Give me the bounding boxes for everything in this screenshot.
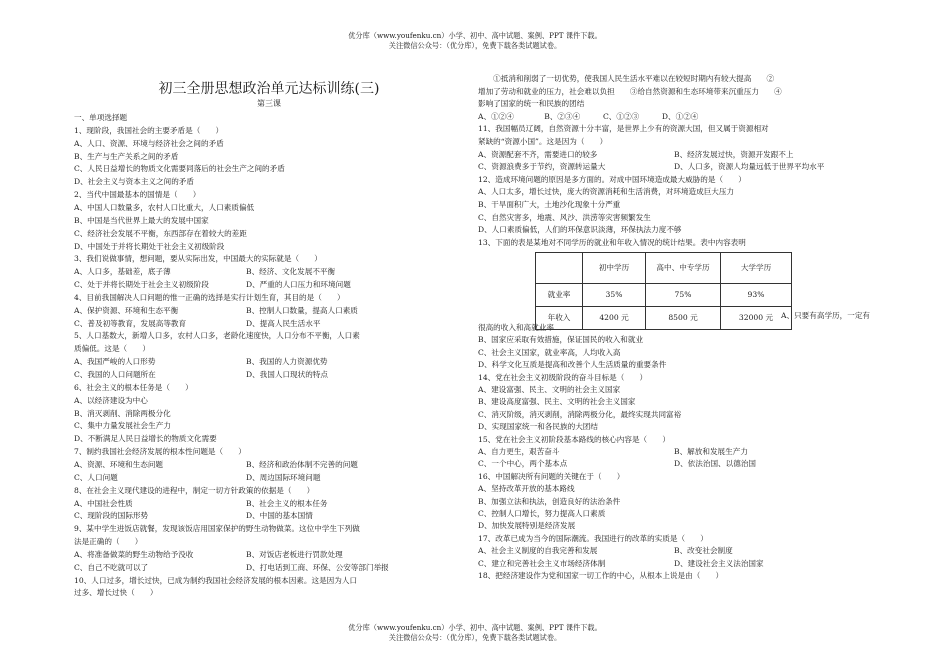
text-line bbox=[478, 225, 682, 235]
text-line bbox=[74, 229, 247, 239]
text-segment: 12、造成环境问题的原因是多方面的。对成中国环境造成最大威胁的是（ ） bbox=[478, 174, 746, 184]
text-segment-option: D、中国的基本国情 bbox=[246, 511, 313, 521]
footer-line-2: 关注微信公众号：（优分库），免费下载各类试题试卷。 bbox=[388, 633, 562, 642]
table-header-cell: 大学学历 bbox=[721, 253, 792, 284]
text-segment-option: D、建设社会主义法治国家 bbox=[674, 558, 764, 568]
text-line bbox=[74, 472, 321, 483]
text-segment: 16、中国解决所有问题的关键在于（ ） bbox=[478, 471, 625, 481]
text-segment: A、将准备做菜的野生动物给予没收 bbox=[74, 549, 194, 559]
text-segment: 17、改革已成为当今的国际潮流。我国进行的改革的实质是（ ） bbox=[478, 533, 708, 543]
text-segment: 增加了劳动和就业的压力，社会难以负担 ③给自然资源和生态环境带来沉重压力 ④ bbox=[478, 86, 782, 96]
text-segment: 紧缺的“资源小国”。这是因为（ ） bbox=[478, 137, 608, 146]
text-segment: A、保护资源、环境和生态平衡 bbox=[74, 305, 179, 315]
text-segment: A、我国严峻的人口形势 bbox=[74, 357, 156, 367]
text-segment: C、自己不吃就可以了 bbox=[74, 562, 149, 572]
text-line bbox=[478, 509, 605, 519]
text-line bbox=[478, 558, 764, 569]
text-line bbox=[478, 137, 607, 147]
text-line bbox=[74, 421, 171, 431]
table-header-cell: 初中学历 bbox=[583, 253, 646, 284]
text-segment: 2、当代中国最基本的国情是（ ） bbox=[74, 190, 201, 200]
text-line bbox=[74, 254, 322, 264]
text-segment: D、中国处于并将长期处于社会主义初级阶段 bbox=[74, 241, 225, 251]
text-segment-option: D、依法治国、以德治国 bbox=[674, 459, 757, 469]
text-line bbox=[74, 164, 285, 174]
text-segment: A、资源配套不齐，需要进口的较多 bbox=[478, 149, 598, 159]
text-line bbox=[74, 370, 329, 380]
text-segment: A、建设富强、民主、文明的社会主义国家 bbox=[478, 385, 621, 394]
text-line bbox=[74, 216, 209, 226]
text-segment-option: B、对饭店老板进行罚款处理 bbox=[246, 549, 343, 559]
text-line bbox=[478, 238, 746, 248]
text-segment: A、人口、资源、环境与经济社会之间的矛盾 bbox=[74, 138, 224, 148]
text-line bbox=[74, 409, 171, 419]
text-segment: B、建设高度富强、民主、文明的社会主义国家 bbox=[478, 397, 636, 407]
text-segment: 过多、增长过快（ ） bbox=[74, 588, 158, 598]
text-line bbox=[478, 497, 620, 507]
text-segment: C、经济社会发展不平衡，东西部存在着较大的差距 bbox=[74, 228, 247, 238]
text-segment: 6、社会主义的根本任务是（ ） bbox=[74, 382, 193, 392]
text-line bbox=[478, 162, 825, 172]
text-line bbox=[74, 383, 193, 393]
text-segment: 一、单项选择题 bbox=[74, 113, 128, 122]
text-line bbox=[74, 152, 178, 162]
text-line bbox=[478, 484, 575, 494]
text-line bbox=[478, 546, 733, 556]
text-line bbox=[74, 357, 328, 367]
text-segment-option: B、经济、文化发展不平衡 bbox=[246, 267, 336, 277]
text-line bbox=[74, 344, 150, 354]
text-segment: A、人口多，基础差，底子薄 bbox=[74, 267, 171, 277]
text-segment: 9、某中学生进饭店就餐，发现该饭店用国家保护的野生动物做菜。这位中学生下列做 bbox=[74, 524, 360, 534]
text-line bbox=[478, 99, 584, 109]
text-line bbox=[74, 305, 358, 316]
text-line bbox=[478, 571, 723, 581]
footer-line-1: 优分库（www.youfenku.cn）小学、初中、高中试题、案例、PPT 课件下载。 bbox=[348, 623, 602, 632]
table-cell: 年收入 bbox=[536, 307, 583, 330]
text-line bbox=[74, 396, 148, 406]
text-line bbox=[478, 373, 647, 383]
header-line-2: 关注微信公众号：（优分库），免费下载各类试题试卷。 bbox=[388, 41, 562, 50]
text-line bbox=[478, 397, 635, 407]
text-line bbox=[74, 139, 224, 149]
text-line bbox=[74, 242, 224, 252]
text-segment: 13、下面的表是某地对不同学历的就业和年收入情况的统计结果。表中内容表明 bbox=[478, 237, 746, 247]
text-line bbox=[74, 524, 360, 534]
text-line bbox=[478, 435, 670, 445]
text-line bbox=[74, 486, 314, 496]
text-line bbox=[74, 177, 194, 187]
text-segment-option: B、经济发展过快，资源开发跟不上 bbox=[674, 149, 794, 159]
text-line bbox=[74, 190, 200, 200]
text-segment: 10、人口过多，增长过快，已成为制约我国社会经济发展的根本因素。这是因为人口 bbox=[74, 575, 358, 585]
text-segment: D、加快发展特别是经济发展 bbox=[478, 521, 576, 531]
text-segment: B、生产与生产关系之间的矛盾 bbox=[74, 151, 179, 161]
text-segment-option: B、社会主义的根本任务 bbox=[246, 498, 328, 508]
text-segment-option: B、控制人口数量，提高人口素质 bbox=[246, 305, 358, 315]
text-line bbox=[74, 280, 351, 290]
page-footer bbox=[0, 623, 950, 643]
lesson-subtitle: 第三课 bbox=[257, 99, 281, 108]
text-segment-option: B、解放和发展生产力 bbox=[674, 447, 748, 456]
text-line bbox=[478, 447, 748, 457]
text-segment-option: D、周边国际环境问题 bbox=[246, 472, 321, 482]
text-line bbox=[478, 422, 598, 432]
text-line bbox=[74, 562, 389, 573]
text-segment: 11、我国幅员辽阔，自然资源十分丰富，是世界上少有的资源大国，但又属于资源相对 bbox=[478, 124, 769, 134]
text-segment: 18、把经济建设作为党和国家一切工作的中心，从根本上说是由（ ） bbox=[478, 571, 724, 580]
text-segment: A、社会主义制度的自我完善和发展 bbox=[478, 546, 598, 556]
table-header-cell bbox=[536, 253, 583, 284]
text-line bbox=[74, 459, 358, 470]
text-segment: C、普及初等教育，发展高等教育 bbox=[74, 318, 187, 328]
text-segment: A、①②④ B、②③④ C、①②③ D、①②④ bbox=[478, 111, 699, 121]
text-line bbox=[74, 434, 217, 444]
text-line bbox=[478, 200, 620, 210]
text-segment: 1、现阶段，我国社会的主要矛盾是（ ） bbox=[74, 125, 224, 135]
text-segment: B、干旱面积广大，土地沙化现象十分严重 bbox=[478, 200, 621, 209]
text-line bbox=[74, 113, 127, 123]
text-segment: 15、党在社会主义初阶段基本路线的核心内容是（ ） bbox=[478, 434, 670, 444]
text-segment: A、以经济建设为中心 bbox=[74, 395, 148, 405]
table-trailing-text: A、只要有高学历，一定有 bbox=[781, 311, 871, 320]
page-header bbox=[0, 31, 950, 51]
text-segment: B、中国是当代世界上最大的发展中国家 bbox=[74, 215, 209, 225]
text-line bbox=[74, 126, 223, 136]
text-line bbox=[74, 447, 246, 457]
text-segment: C、资源浪费多于节约，资源转运量大 bbox=[478, 162, 606, 172]
text-segment-option: D、人口多，资源人均量远低于世界平均水平 bbox=[674, 162, 825, 172]
text-segment: B、消灭剥削、消除两极分化 bbox=[74, 408, 171, 418]
text-segment: 7、制约我国社会经济发展的根本性问题是（ ） bbox=[74, 447, 246, 457]
table-row bbox=[536, 284, 792, 307]
table-cell: 32000 元 bbox=[721, 307, 792, 330]
table-cell: 8500 元 bbox=[646, 307, 721, 330]
text-segment: C、人民日益增长的物质文化需要同落后的社会生产之间的矛盾 bbox=[74, 164, 285, 174]
text-segment: C、我国的人口问题所在 bbox=[74, 370, 156, 379]
text-segment: C、建立和完善社会主义市场经济体制 bbox=[478, 558, 606, 568]
text-line bbox=[478, 74, 774, 84]
text-line bbox=[478, 348, 621, 358]
text-segment: 3、我们说做事情，想问题，要从实际出发，中国最大的实际就是（ ） bbox=[74, 254, 322, 264]
text-line bbox=[478, 112, 698, 122]
table-cell: 93% bbox=[721, 284, 792, 307]
text-line bbox=[478, 213, 651, 223]
table-cell: 4200 元 bbox=[583, 307, 646, 330]
text-segment: A、中国人口数量多，农村人口比重大，人口素质偏低 bbox=[74, 202, 255, 212]
table-cell: 就业率 bbox=[536, 284, 583, 307]
text-segment: C、集中力量发展社会生产力 bbox=[74, 421, 171, 431]
text-line bbox=[74, 588, 158, 598]
text-line bbox=[478, 472, 624, 482]
education-statistics-table bbox=[535, 252, 792, 330]
text-segment: C、一个中心，两个基本点 bbox=[478, 459, 568, 469]
text-segment: ①抵消和削弱了一切优势，使我国人民生活水平难以在较短时期内有较大提高 ② bbox=[478, 74, 775, 83]
text-segment: D、人口素质偏低，人们的环保意识淡薄，环保执法力度不够 bbox=[478, 225, 682, 235]
text-line bbox=[74, 576, 357, 586]
text-line bbox=[74, 331, 360, 341]
header-line-1: 优分库（www.youfenku.cn）小学、初中、高中试题、案例、PPT 课件下载。 bbox=[348, 31, 602, 40]
text-segment: C、现阶段的国际形势 bbox=[74, 511, 149, 521]
text-segment: B、加强立法和执法，创造良好的法治条件 bbox=[478, 496, 621, 506]
text-line bbox=[478, 87, 782, 97]
text-line bbox=[478, 124, 769, 134]
table-cell: 75% bbox=[646, 284, 721, 307]
text-line bbox=[478, 459, 757, 469]
text-line bbox=[74, 318, 321, 329]
table-header-row bbox=[536, 253, 792, 284]
text-segment-option: B、改变社会制度 bbox=[674, 546, 733, 556]
text-segment: C、社会主义国家，就业率高，人均收入高 bbox=[478, 347, 621, 357]
text-line bbox=[478, 175, 746, 185]
text-segment: A、坚持改革开放的基本路线 bbox=[478, 484, 575, 494]
text-line bbox=[74, 293, 345, 303]
text-segment: C、处于并将长期处于社会主义初级阶段 bbox=[74, 280, 209, 290]
text-segment: 影响了国家的统一和民族的团结 bbox=[478, 99, 585, 109]
text-line bbox=[74, 549, 343, 560]
text-line bbox=[478, 385, 620, 395]
text-segment: A、自力更生，艰苦奋斗 bbox=[478, 447, 560, 456]
text-line bbox=[74, 537, 142, 547]
text-segment-option: D、打电话到工商、环保、公安等部门举报 bbox=[246, 562, 389, 572]
text-segment: 8、在社会主义现代建设的进程中，制定一切方针政策的依据是（ ） bbox=[74, 485, 315, 495]
text-segment: 5、人口基数大，新增人口多，农村人口多，老龄化速度快，人口分布不平衡，人口素 bbox=[74, 331, 360, 341]
text-segment: B、国家应采取有效措施，保证国民的收入和就业 bbox=[478, 335, 644, 345]
text-segment: A、人口太多，增长过快，庞大的资源消耗和生活消费，对环境造成巨大压力 bbox=[478, 187, 735, 197]
table-row bbox=[536, 307, 792, 330]
text-line bbox=[74, 511, 313, 521]
document-title: 初三全册思想政治单元达标训练(三) bbox=[158, 81, 380, 97]
text-segment-option: D、严重的人口压力和环境问题 bbox=[246, 280, 351, 290]
text-line bbox=[74, 203, 254, 213]
table-header-cell: 高中、中专学历 bbox=[646, 253, 721, 284]
table-cell: 35% bbox=[583, 284, 646, 307]
text-segment: A、中国社会性质 bbox=[74, 498, 133, 508]
text-segment: 14、党在社会主义初级阶段的奋斗目标是（ ） bbox=[478, 372, 648, 382]
text-segment-option: B、经济和政治体制不完善的问题 bbox=[246, 459, 358, 469]
text-segment: D、科学文化互质是提高和改善个人生活质量的重要条件 bbox=[478, 360, 667, 370]
text-segment: C、控制人口增长，努力提高人口素质 bbox=[478, 509, 606, 518]
text-segment: D、实现国家统一和各民族的大团结 bbox=[478, 422, 598, 432]
text-line bbox=[478, 521, 575, 531]
text-line bbox=[74, 498, 328, 509]
text-line bbox=[478, 335, 643, 345]
text-segment: 很高的收入和高就业率 bbox=[478, 323, 554, 332]
text-line bbox=[478, 187, 734, 197]
text-segment-option: D、提高人民生活水平 bbox=[246, 318, 321, 328]
text-segment: C、消灭阶级，消灭剥削，消除两极分化，最终实现共同富裕 bbox=[478, 409, 682, 419]
text-segment: C、自然灾害多，地震、风沙、洪涝等灾害频繁发生 bbox=[478, 212, 651, 222]
text-segment: C、人口问题 bbox=[74, 472, 118, 482]
text-line bbox=[478, 534, 708, 544]
text-segment: 4、目前我国解决人口问题的惟一正确的选择是实行计划生育，其目的是（ ） bbox=[74, 292, 345, 302]
text-line bbox=[478, 360, 666, 370]
text-segment: D、不断满足人民日益增长的物质文化需要 bbox=[74, 434, 217, 444]
text-segment: 质偏低。这是（ ） bbox=[74, 344, 150, 354]
text-line bbox=[74, 267, 336, 277]
text-line bbox=[478, 410, 681, 420]
text-segment-option: D、我国人口现状的特点 bbox=[246, 370, 329, 379]
text-segment: D、社会主义与资本主义之间的矛盾 bbox=[74, 177, 194, 187]
text-segment-option: B、我国的人力资源优势 bbox=[246, 357, 328, 367]
text-line bbox=[478, 149, 794, 160]
text-segment: 法是正确的（ ） bbox=[74, 537, 143, 547]
text-segment: A、资源、环境和生态问题 bbox=[74, 459, 164, 469]
